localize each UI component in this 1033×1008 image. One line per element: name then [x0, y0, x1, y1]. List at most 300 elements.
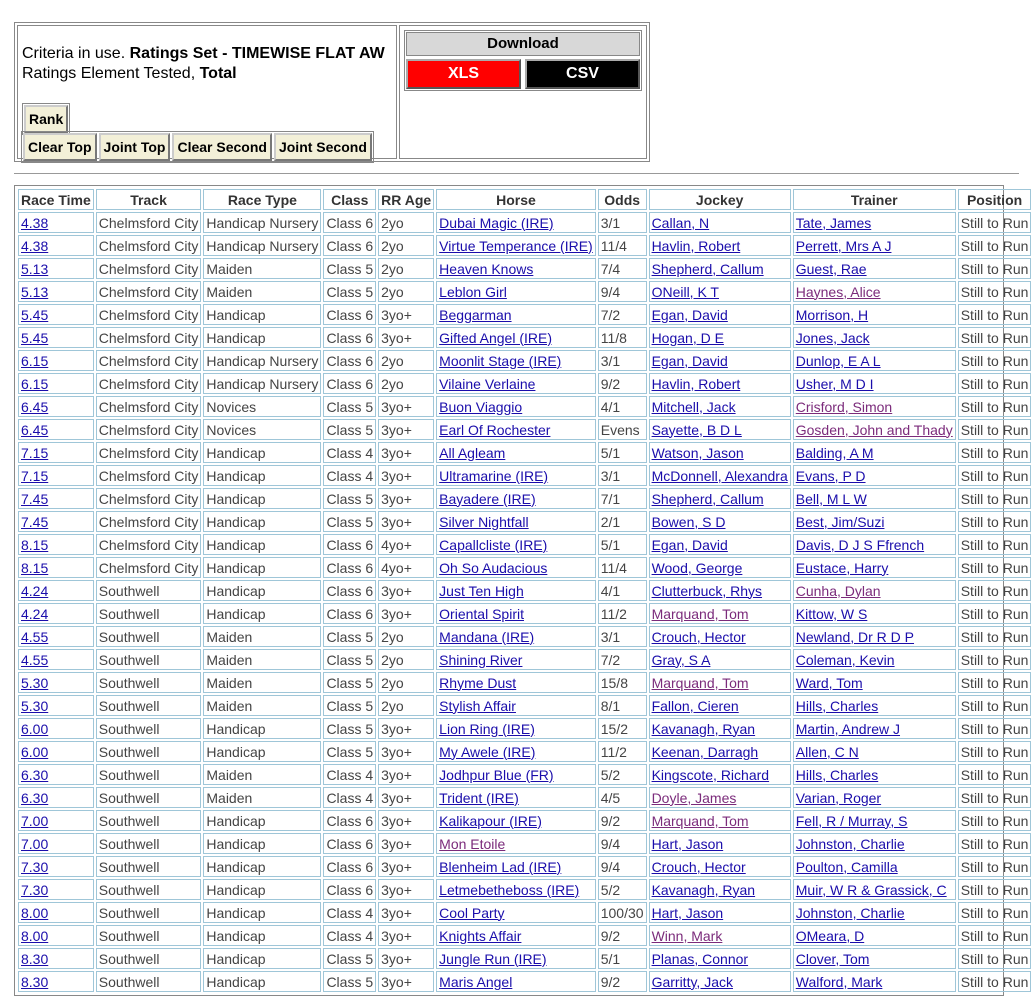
race-time-link[interactable]: 7.30 [21, 881, 49, 898]
cell-jockey [649, 902, 791, 923]
xls-download-button[interactable]: XLS [406, 59, 521, 89]
jockey-link[interactable]: Mitchell, Jack [651, 398, 736, 415]
trainer-link[interactable]: Johnston, Charlie [795, 904, 905, 921]
trainer-link[interactable]: Perrett, Mrs A J [795, 237, 892, 254]
cell-horse [436, 488, 596, 509]
cell-class: Class 4 [323, 902, 376, 923]
cell-race-time [18, 879, 94, 900]
trainer-link[interactable]: Hills, Charles [795, 697, 879, 714]
cell-odds: 7/1 [598, 488, 647, 509]
table-row [18, 971, 1031, 992]
jockey-link[interactable]: Crouch, Hector [651, 628, 746, 645]
trainer-link[interactable]: Tate, James [795, 214, 872, 231]
cell-horse [436, 373, 596, 394]
jockey-link[interactable]: Doyle, James [651, 789, 737, 806]
cell-race-time [18, 511, 94, 532]
cell-race-type: Handicap Nursery [203, 212, 321, 233]
cell-class: Class 5 [323, 419, 376, 440]
cell-race-time [18, 649, 94, 670]
horse-link[interactable]: Oh So Audacious [439, 559, 548, 576]
race-time-link[interactable]: 7.15 [21, 444, 49, 461]
race-time-link[interactable]: 7.00 [21, 812, 49, 829]
horse-link[interactable]: My Awele (IRE) [439, 743, 536, 760]
column-header-rr-age: RR Age [378, 189, 434, 210]
race-time-link[interactable]: 6.00 [21, 720, 49, 737]
jockey-link[interactable]: Marquand, Tom [651, 674, 749, 691]
cell-trainer [793, 281, 956, 302]
horse-link[interactable]: Heaven Knows [439, 260, 534, 277]
horse-link[interactable]: Vilaine Verlaine [439, 375, 536, 392]
jockey-link[interactable]: Kavanagh, Ryan [651, 720, 756, 737]
cell-odds: 9/4 [598, 856, 647, 877]
cell-class: Class 5 [323, 948, 376, 969]
race-time-link[interactable]: 8.00 [21, 927, 49, 944]
cell-position: Still to Run [958, 856, 1032, 877]
cell-race-time [18, 304, 94, 325]
cell-position: Still to Run [958, 833, 1032, 854]
cell-race-time [18, 235, 94, 256]
cell-jockey [649, 373, 791, 394]
horse-link[interactable]: Buon Viaggio [439, 398, 523, 415]
jockey-link[interactable]: Hart, Jason [651, 904, 724, 921]
cell-jockey [649, 557, 791, 578]
cell-rr-age: 3yo+ [378, 948, 434, 969]
cell-position: Still to Run [958, 649, 1032, 670]
clear-top-button[interactable]: Clear Top [23, 133, 97, 161]
joint-top-button[interactable]: Joint Top [99, 133, 171, 161]
race-time-link[interactable]: 4.24 [21, 605, 49, 622]
cell-odds: 11/8 [598, 327, 647, 348]
cell-race-type: Handicap [203, 442, 321, 463]
cell-track: Chelmsford City [96, 281, 202, 302]
horse-link[interactable]: Blenheim Lad (IRE) [439, 858, 562, 875]
cell-horse [436, 281, 596, 302]
cell-trainer [793, 212, 956, 233]
cell-track: Chelmsford City [96, 373, 202, 394]
cell-race-type: Handicap [203, 856, 321, 877]
race-time-link[interactable]: 4.38 [21, 237, 49, 254]
race-time-link[interactable]: 4.55 [21, 628, 49, 645]
race-time-link[interactable]: 5.13 [21, 260, 49, 277]
jockey-link[interactable]: Winn, Mark [651, 927, 723, 944]
table-row [18, 925, 1031, 946]
race-time-link[interactable]: 8.30 [21, 973, 49, 990]
horse-link[interactable]: Rhyme Dust [439, 674, 517, 691]
cell-rr-age: 3yo+ [378, 833, 434, 854]
trainer-link[interactable]: Usher, M D I [795, 375, 874, 392]
cell-odds: 5/1 [598, 442, 647, 463]
horse-link[interactable]: Lion Ring (IRE) [439, 720, 535, 737]
cell-jockey [649, 787, 791, 808]
cell-trainer [793, 787, 956, 808]
trainer-link[interactable]: Martin, Andrew J [795, 720, 901, 737]
cell-horse [436, 465, 596, 486]
race-time-link[interactable]: 7.45 [21, 513, 49, 530]
jockey-link[interactable]: Havlin, Robert [651, 237, 741, 254]
cell-class: Class 5 [323, 695, 376, 716]
cell-track: Chelmsford City [96, 511, 202, 532]
cell-horse [436, 626, 596, 647]
cell-horse [436, 787, 596, 808]
cell-race-type: Handicap [203, 327, 321, 348]
jockey-link[interactable]: Shepherd, Callum [651, 260, 764, 277]
cell-race-type: Handicap [203, 304, 321, 325]
table-row [18, 534, 1031, 555]
cell-odds: 9/4 [598, 281, 647, 302]
cell-class: Class 5 [323, 511, 376, 532]
cell-trainer [793, 948, 956, 969]
cell-jockey [649, 258, 791, 279]
cell-jockey [649, 419, 791, 440]
cell-rr-age: 3yo+ [378, 718, 434, 739]
race-time-link[interactable]: 6.00 [21, 743, 49, 760]
cell-track: Southwell [96, 856, 202, 877]
cell-horse [436, 948, 596, 969]
cell-class: Class 6 [323, 810, 376, 831]
cell-jockey [649, 465, 791, 486]
cell-jockey [649, 327, 791, 348]
horse-link[interactable]: Jungle Run (IRE) [439, 950, 547, 967]
jockey-link[interactable]: Kingscote, Richard [651, 766, 770, 783]
trainer-link[interactable]: Clover, Tom [795, 950, 870, 967]
cell-race-time [18, 281, 94, 302]
race-time-link[interactable]: 5.13 [21, 283, 49, 300]
table-row [18, 557, 1031, 578]
cell-odds: 7/2 [598, 304, 647, 325]
cell-odds: 2/1 [598, 511, 647, 532]
column-header-horse: Horse [436, 189, 596, 210]
cell-rr-age: 2yo [378, 212, 434, 233]
race-time-link[interactable]: 6.45 [21, 398, 49, 415]
cell-odds: 4/1 [598, 396, 647, 417]
horse-link[interactable]: Letmebetheboss (IRE) [439, 881, 580, 898]
cell-race-time [18, 488, 94, 509]
column-header-race-time: Race Time [18, 189, 94, 210]
horse-link[interactable]: Knights Affair [439, 927, 522, 944]
jockey-link[interactable]: Bowen, S D [651, 513, 726, 530]
cell-horse [436, 350, 596, 371]
horse-link[interactable]: Dubai Magic (IRE) [439, 214, 554, 231]
trainer-link[interactable]: Balding, A M [795, 444, 874, 461]
race-time-link[interactable]: 6.45 [21, 421, 49, 438]
cell-track: Southwell [96, 810, 202, 831]
cell-horse [436, 212, 596, 233]
horse-link[interactable]: Trident (IRE) [439, 789, 519, 806]
cell-class: Class 6 [323, 235, 376, 256]
trainer-link[interactable]: Kittow, W S [795, 605, 868, 622]
cell-jockey [649, 948, 791, 969]
jockey-link[interactable]: Callan, N [651, 214, 710, 231]
cell-trainer [793, 419, 956, 440]
joint-second-button[interactable]: Joint Second [274, 133, 372, 161]
table-row [18, 373, 1031, 394]
horse-link[interactable]: Gifted Angel (IRE) [439, 329, 552, 346]
horse-link[interactable]: All Agleam [439, 444, 506, 461]
trainer-link[interactable]: Davis, D J S Ffrench [795, 536, 925, 553]
table-row [18, 419, 1031, 440]
jockey-link[interactable]: Fallon, Cieren [651, 697, 739, 714]
horse-link[interactable]: Oriental Spirit [439, 605, 524, 622]
cell-race-time [18, 419, 94, 440]
trainer-link[interactable]: Coleman, Kevin [795, 651, 895, 668]
rank-button[interactable]: Rank [24, 105, 68, 133]
horse-link[interactable]: Maris Angel [439, 973, 513, 990]
cell-position: Still to Run [958, 695, 1032, 716]
race-time-link[interactable]: 7.45 [21, 490, 49, 507]
trainer-link[interactable]: Crisford, Simon [795, 398, 893, 415]
horse-link[interactable]: Cool Party [439, 904, 505, 921]
table-row [18, 649, 1031, 670]
clear-second-button[interactable]: Clear Second [172, 133, 271, 161]
race-time-link[interactable]: 4.38 [21, 214, 49, 231]
cell-odds: 9/2 [598, 971, 647, 992]
cell-race-time [18, 534, 94, 555]
jockey-link[interactable]: Garritty, Jack [651, 973, 733, 990]
horse-link[interactable]: Capallcliste (IRE) [439, 536, 548, 553]
cell-jockey [649, 212, 791, 233]
jockey-link[interactable]: Marquand, Tom [651, 812, 749, 829]
cell-trainer [793, 557, 956, 578]
horse-link[interactable]: Mandana (IRE) [439, 628, 535, 645]
cell-class: Class 4 [323, 764, 376, 785]
cell-odds: 11/4 [598, 557, 647, 578]
jockey-link[interactable]: Keenan, Darragh [651, 743, 759, 760]
race-time-link[interactable]: 8.00 [21, 904, 49, 921]
race-time-link[interactable]: 8.30 [21, 950, 49, 967]
trainer-link[interactable]: Best, Jim/Suzi [795, 513, 885, 530]
cell-rr-age: 2yo [378, 350, 434, 371]
jockey-link[interactable]: Marquand, Tom [651, 605, 749, 622]
race-time-link[interactable]: 6.30 [21, 789, 49, 806]
cell-rr-age: 3yo+ [378, 511, 434, 532]
jockey-link[interactable]: McDonnell, Alexandra [651, 467, 788, 484]
cell-horse [436, 649, 596, 670]
cell-position: Still to Run [958, 212, 1032, 233]
trainer-link[interactable]: Morrison, H [795, 306, 869, 323]
jockey-link[interactable]: Hart, Jason [651, 835, 724, 852]
race-time-link[interactable]: 5.30 [21, 674, 49, 691]
trainer-link[interactable]: Poulton, Camilla [795, 858, 898, 875]
race-time-link[interactable]: 4.55 [21, 651, 49, 668]
trainer-link[interactable]: Haynes, Alice [795, 283, 881, 300]
cell-race-type: Maiden [203, 672, 321, 693]
trainer-link[interactable]: Guest, Rae [795, 260, 867, 277]
horse-link[interactable]: Moonlit Stage (IRE) [439, 352, 562, 369]
horse-link[interactable]: Mon Etoile [439, 835, 506, 852]
cell-race-type: Maiden [203, 695, 321, 716]
cell-horse [436, 511, 596, 532]
table-row [18, 511, 1031, 532]
cell-horse [436, 879, 596, 900]
jockey-link[interactable]: Gray, S A [651, 651, 711, 668]
cell-track: Chelmsford City [96, 212, 202, 233]
jockey-link[interactable]: Egan, David [651, 352, 728, 369]
race-time-link[interactable]: 4.24 [21, 582, 49, 599]
criteria-line-2 [22, 64, 392, 84]
ratings-set-label: Ratings Set - TIMEWISE FLAT AW [129, 45, 385, 62]
column-header-race-type: Race Type [203, 189, 321, 210]
cell-trainer [793, 833, 956, 854]
cell-position: Still to Run [958, 488, 1032, 509]
cell-jockey [649, 695, 791, 716]
cell-race-time [18, 971, 94, 992]
trainer-link[interactable]: Bell, M L W [795, 490, 867, 507]
jockey-link[interactable]: Kavanagh, Ryan [651, 881, 756, 898]
cell-rr-age: 3yo+ [378, 327, 434, 348]
cell-jockey [649, 488, 791, 509]
cell-track: Chelmsford City [96, 235, 202, 256]
race-time-link[interactable]: 7.30 [21, 858, 49, 875]
cell-odds: 3/1 [598, 350, 647, 371]
cell-class: Class 4 [323, 465, 376, 486]
horse-link[interactable]: Silver Nightfall [439, 513, 529, 530]
cell-rr-age: 2yo [378, 649, 434, 670]
jockey-link[interactable]: Egan, David [651, 536, 728, 553]
cell-position: Still to Run [958, 557, 1032, 578]
csv-download-button[interactable]: CSV [525, 59, 640, 89]
horse-link[interactable]: Jodhpur Blue (FR) [439, 766, 554, 783]
cell-track: Southwell [96, 603, 202, 624]
jockey-link[interactable]: Wood, George [651, 559, 743, 576]
cell-odds: 11/4 [598, 235, 647, 256]
cell-horse [436, 580, 596, 601]
jockey-link[interactable]: Clutterbuck, Rhys [651, 582, 763, 599]
cell-track: Chelmsford City [96, 396, 202, 417]
jockey-link[interactable]: Planas, Connor [651, 950, 749, 967]
trainer-link[interactable]: Hills, Charles [795, 766, 879, 783]
cell-class: Class 4 [323, 442, 376, 463]
jockey-link[interactable]: Sayette, B D L [651, 421, 742, 438]
trainer-link[interactable]: Allen, C N [795, 743, 859, 760]
jockey-link[interactable]: Crouch, Hector [651, 858, 746, 875]
race-time-link[interactable]: 5.30 [21, 697, 49, 714]
cell-rr-age: 2yo [378, 235, 434, 256]
race-time-link[interactable]: 6.15 [21, 375, 49, 392]
trainer-link[interactable]: Walford, Mark [795, 973, 883, 990]
cell-class: Class 6 [323, 833, 376, 854]
cell-race-time [18, 810, 94, 831]
trainer-link[interactable]: Varian, Roger [795, 789, 882, 806]
trainer-link[interactable]: Johnston, Charlie [795, 835, 905, 852]
cell-jockey [649, 396, 791, 417]
race-time-link[interactable]: 7.00 [21, 835, 49, 852]
horse-link[interactable]: Beggarman [439, 306, 512, 323]
horse-link[interactable]: Earl Of Rochester [439, 421, 551, 438]
race-time-link[interactable]: 8.15 [21, 559, 49, 576]
jockey-link[interactable]: Watson, Jason [651, 444, 744, 461]
element-prefix: Ratings Element Tested, [22, 65, 196, 82]
cell-trainer [793, 442, 956, 463]
race-time-link[interactable]: 6.30 [21, 766, 49, 783]
cell-trainer [793, 327, 956, 348]
trainer-link[interactable]: Cunha, Dylan [795, 582, 881, 599]
trainer-link[interactable]: Dunlop, E A L [795, 352, 881, 369]
cell-class: Class 6 [323, 534, 376, 555]
jockey-link[interactable]: Havlin, Robert [651, 375, 741, 392]
cell-race-time [18, 580, 94, 601]
cell-position: Still to Run [958, 971, 1032, 992]
cell-horse [436, 718, 596, 739]
cell-jockey [649, 764, 791, 785]
table-row [18, 856, 1031, 877]
jockey-link[interactable]: ONeill, K T [651, 283, 719, 300]
cell-horse [436, 557, 596, 578]
trainer-link[interactable]: Jones, Jack [795, 329, 870, 346]
race-time-link[interactable]: 8.15 [21, 536, 49, 553]
trainer-link[interactable]: Newland, Dr R D P [795, 628, 915, 645]
cell-jockey [649, 971, 791, 992]
cell-trainer [793, 879, 956, 900]
race-time-link[interactable]: 7.15 [21, 467, 49, 484]
horse-link[interactable]: Virtue Temperance (IRE) [439, 237, 593, 254]
cell-jockey [649, 534, 791, 555]
trainer-link[interactable]: Evans, P D [795, 467, 866, 484]
cell-position: Still to Run [958, 580, 1032, 601]
cell-rr-age: 2yo [378, 695, 434, 716]
cell-rr-age: 4yo+ [378, 557, 434, 578]
cell-position: Still to Run [958, 718, 1032, 739]
trainer-link[interactable]: Eustace, Harry [795, 559, 889, 576]
cell-race-type: Maiden [203, 764, 321, 785]
download-panel [399, 25, 647, 159]
trainer-link[interactable]: Gosden, John and Thady [795, 421, 953, 438]
jockey-link[interactable]: Shepherd, Callum [651, 490, 764, 507]
cell-position: Still to Run [958, 879, 1032, 900]
horse-link[interactable]: Ultramarine (IRE) [439, 467, 549, 484]
race-time-link[interactable]: 5.45 [21, 329, 49, 346]
cell-odds: 15/2 [598, 718, 647, 739]
column-header-class: Class [323, 189, 376, 210]
cell-jockey [649, 442, 791, 463]
download-buttons [406, 59, 640, 89]
trainer-link[interactable]: OMeara, D [795, 927, 865, 944]
race-time-link[interactable]: 5.45 [21, 306, 49, 323]
cell-odds: 7/4 [598, 258, 647, 279]
trainer-link[interactable]: Fell, R / Murray, S [795, 812, 908, 829]
cell-odds: 9/4 [598, 833, 647, 854]
race-time-link[interactable]: 6.15 [21, 352, 49, 369]
cell-track: Chelmsford City [96, 350, 202, 371]
horse-link[interactable]: Kalikapour (IRE) [439, 812, 542, 829]
position-filter-buttons [21, 131, 374, 163]
trainer-link[interactable]: Ward, Tom [795, 674, 863, 691]
cell-horse [436, 902, 596, 923]
cell-odds: 5/2 [598, 879, 647, 900]
trainer-link[interactable]: Muir, W R & Grassick, C [795, 881, 947, 898]
cell-trainer [793, 235, 956, 256]
cell-position: Still to Run [958, 902, 1032, 923]
cell-odds: 7/2 [598, 649, 647, 670]
horse-link[interactable]: Stylish Affair [439, 697, 516, 714]
cell-track: Southwell [96, 718, 202, 739]
horse-link[interactable]: Shining River [439, 651, 523, 668]
cell-class: Class 5 [323, 281, 376, 302]
table-row [18, 879, 1031, 900]
cell-track: Chelmsford City [96, 258, 202, 279]
cell-rr-age: 3yo+ [378, 419, 434, 440]
table-body [18, 212, 1031, 992]
jockey-link[interactable]: Egan, David [651, 306, 728, 323]
cell-horse [436, 971, 596, 992]
table-row [18, 442, 1031, 463]
horse-link[interactable]: Just Ten High [439, 582, 524, 599]
cell-odds: 5/2 [598, 764, 647, 785]
horse-link[interactable]: Bayadere (IRE) [439, 490, 536, 507]
horse-link[interactable]: Leblon Girl [439, 283, 507, 300]
download-box [404, 30, 642, 91]
jockey-link[interactable]: Hogan, D E [651, 329, 724, 346]
cell-race-type: Novices [203, 419, 321, 440]
